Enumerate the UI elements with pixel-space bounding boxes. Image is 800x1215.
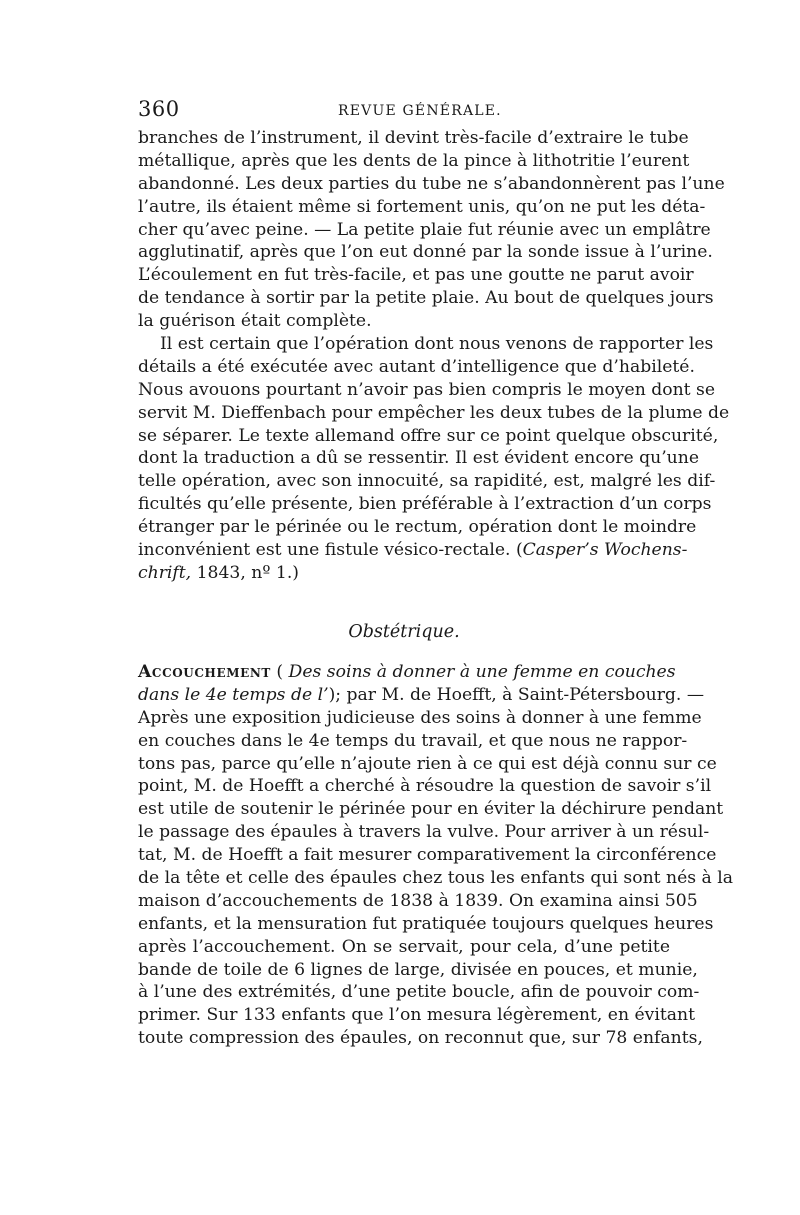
text-line: après l’accouchement. On se servait, pour cela, d’une petite — [138, 936, 670, 957]
text-line: tons pas, parce qu’elle n’ajoute rien à ce qui est déjà connu sur ce — [138, 753, 717, 774]
running-head: REVUE GÉNÉRALE. — [338, 103, 502, 119]
text-line: se séparer. Le texte allemand offre sur ce point quelque obscurité, — [138, 425, 719, 446]
entry-author: ); par M. de Hoefft, à Saint-Pétersbourg. — — [328, 684, 705, 705]
text-line: étranger par le périnée ou le rectum, opération dont le moindre — [138, 517, 697, 538]
text-line: maison d’accouchements de 1838 à 1839. On examina ainsi 505 — [138, 890, 698, 911]
text-line: à l’une des extrémités, d’une petite boucle, afin de pouvoir com- — [138, 982, 700, 1003]
entry-title-end: dans le 4e temps de l’ — [138, 684, 329, 705]
citation-year: 1843, nº 1.) — [191, 562, 299, 583]
text-line — [138, 661, 676, 684]
text-line: toute compression des épaules, on reconnut que, sur 78 enfants, — [138, 1028, 703, 1049]
text-line: bande de toile de 6 lignes de large, divisée en pouces, et munie, — [138, 959, 698, 980]
text-line: l’autre, ils étaient même si fortement unis, qu’on ne put les déta- — [138, 196, 706, 217]
page-number: 360 — [138, 97, 180, 121]
text-line: agglutinatif, après que l’on eut donné par la sonde issue à l’urine. — [138, 242, 713, 263]
text-line: de la tête et celle des épaules chez tous les enfants qui sont nés à la — [138, 868, 734, 889]
text-line: est utile de soutenir le périnée pour en éviter la déchirure pendant — [138, 799, 724, 820]
text-line: abandonné. Les deux parties du tube ne s’abandonnèrent pas l’une — [138, 173, 725, 194]
text-line: en couches dans le 4e temps du travail, et que nous ne rappor- — [138, 730, 688, 751]
citation-journal-end: chrift, — [138, 562, 192, 583]
paragraph-commentary — [138, 333, 730, 585]
text-line: détails a été exécutée avec autant d’intelligence que d’habileté. — [138, 356, 695, 377]
page-header — [138, 97, 668, 123]
entry-paren: ( — [270, 662, 284, 682]
text-line: Il est certain que l’opération dont nous venons de rapporter les — [160, 334, 714, 354]
text-line: enfants, et la mensuration fut pratiquée toujours quelques heures — [138, 913, 714, 934]
text-line: cher qu’avec peine. — La petite plaie fut réunie avec un emplâtre — [138, 219, 711, 240]
text-line: branches de l’instrument, il devint très-facile d’extraire le tube — [138, 128, 689, 148]
text-line: métallique, après que les dents de la pince à lithotritie l’eurent — [138, 150, 690, 171]
citation-lead: inconvénient est une fistule vésico-rectale. ( — [138, 540, 523, 561]
text-line: point, M. de Hoefft a cherché à résoudre la question de savoir s’il — [138, 776, 712, 797]
entry-title: Des soins à donner à une femme en couches — [283, 662, 676, 682]
text-line: ficultés qu’elle présente, bien préférable à l’extraction d’un corps — [138, 494, 712, 515]
text-line: le passage des épaules à travers la vulve. Pour arriver à un résul- — [138, 822, 710, 843]
text-line: de tendance à sortir par la petite plaie. Au bout de quelques jours — [138, 288, 714, 309]
text-line: tat, M. de Hoefft a fait mesurer comparativement la circonférence — [138, 845, 717, 866]
section-title: Obstétrique. — [348, 622, 460, 642]
citation-journal: Casper’s Wochens- — [522, 540, 688, 561]
text-line — [138, 562, 670, 585]
text-line: Nous avouons pourtant n’avoir pas bien compris le moyen dont se — [138, 379, 716, 400]
text-line: la guérison était complète. — [138, 311, 372, 332]
text-line: telle opération, avec son innocuité, sa rapidité, est, malgré les dif- — [138, 471, 716, 492]
text-line: L’écoulement en fut très-facile, et pas une goutte ne parut avoir — [138, 265, 694, 286]
entry-label: Accouchement — [138, 662, 271, 682]
text-line: Après une exposition judicieuse des soins à donner à une femme — [138, 707, 702, 728]
text-line: primer. Sur 133 enfants que l’on mesura légèrement, en évitant — [138, 1005, 695, 1026]
text-line — [138, 539, 688, 562]
text-line — [138, 684, 705, 707]
text-line: servit M. Dieffenbach pour empêcher les deux tubes de la plume de — [138, 402, 730, 423]
paragraph-surgery-end — [138, 127, 725, 333]
text-line: dont la traduction a dû se ressentir. Il est évident encore qu’une — [138, 448, 699, 469]
paragraph-accouchement — [138, 661, 734, 1050]
